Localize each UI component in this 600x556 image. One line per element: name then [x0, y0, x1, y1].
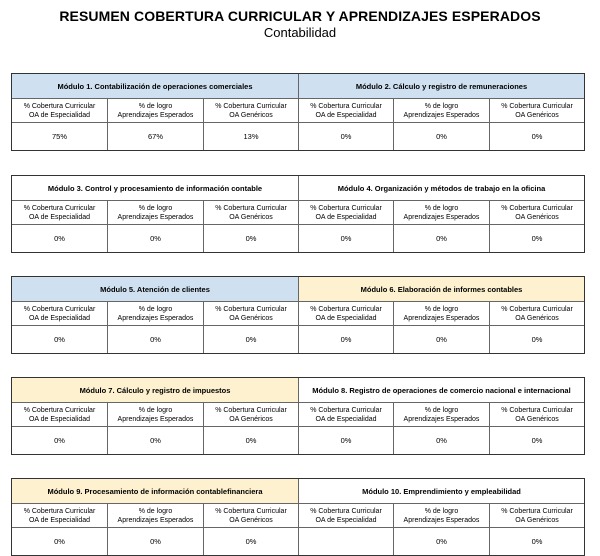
column-header: % de logro Aprendizajes Esperados	[394, 201, 490, 225]
column-header: % Cobertura Curricular OA Genéricos	[204, 99, 299, 123]
column-header: % de logro Aprendizajes Esperados	[394, 504, 490, 528]
column-header: % Cobertura Curricular OA de Especialidad	[12, 99, 108, 123]
module-title: Módulo 3. Control y procesamiento de información contable	[12, 176, 299, 201]
column-header: % Cobertura Curricular OA Genéricos	[490, 504, 584, 528]
value-cell: 67%	[108, 123, 204, 150]
value-cell: 0%	[531, 234, 543, 243]
column-header: % de logro Aprendizajes Esperados	[108, 504, 204, 528]
module-row	[11, 478, 585, 556]
value-cell: 75%	[12, 123, 108, 150]
value-cell: 0%	[394, 427, 490, 454]
value-cell: 0%	[531, 132, 543, 141]
value-cell: 0%	[12, 427, 108, 454]
module-title: Módulo 10. Emprendimiento y empleabilidad	[299, 479, 584, 504]
value-cell: 0%	[299, 225, 394, 252]
value-cell: 0%	[204, 225, 299, 252]
value-cell: 0%	[204, 326, 299, 353]
column-header: % Cobertura Curricular OA Genéricos	[490, 302, 584, 326]
page-subtitle: Contabilidad	[263, 25, 337, 40]
column-header: % Cobertura Curricular OA Genéricos	[490, 403, 584, 427]
value-cell: 0%	[531, 537, 543, 546]
module-title: Módulo 7. Cálculo y registro de impuestos	[12, 378, 299, 403]
column-header: % Cobertura Curricular OA de Especialidad	[12, 504, 108, 528]
column-header: % Cobertura Curricular OA de Especialidad	[299, 504, 394, 528]
column-header: % de logro Aprendizajes Esperados	[394, 99, 490, 123]
column-header: % de logro Aprendizajes Esperados	[108, 201, 204, 225]
value-cell: 0%	[12, 225, 108, 252]
column-header: % de logro Aprendizajes Esperados	[108, 99, 204, 123]
value-cell: 0%	[394, 123, 490, 150]
column-header: % Cobertura Curricular OA de Especialidad	[299, 302, 394, 326]
value-cell: 0%	[204, 427, 299, 454]
column-header: % Cobertura Curricular OA de Especialidad	[299, 201, 394, 225]
column-header: % Cobertura Curricular OA Genéricos	[204, 201, 299, 225]
module-title: Módulo 1. Contabilización de operaciones comerciales	[12, 74, 299, 99]
value-cell: 0%	[108, 528, 204, 555]
value-cell: 0%	[299, 123, 394, 150]
value-cell: 0%	[108, 225, 204, 252]
value-cell: 0%	[204, 528, 299, 555]
value-cell: 0%	[394, 528, 490, 555]
module-row	[11, 73, 585, 151]
value-cell	[299, 528, 394, 555]
column-header: % Cobertura Curricular OA de Especialidad	[299, 403, 394, 427]
page-title: RESUMEN COBERTURA CURRICULAR Y APRENDIZAJES ESPERADOS	[59, 8, 541, 24]
module-row	[11, 377, 585, 455]
column-header: % Cobertura Curricular OA de Especialidad	[12, 201, 108, 225]
value-cell: 0%	[299, 326, 394, 353]
column-header: % Cobertura Curricular OA Genéricos	[204, 302, 299, 326]
value-cell: 0%	[108, 427, 204, 454]
module-title: Módulo 6. Elaboración de informes contables	[299, 277, 584, 302]
column-header: % Cobertura Curricular OA de Especialidad	[12, 403, 108, 427]
column-header: % Cobertura Curricular OA Genéricos	[204, 403, 299, 427]
module-row	[11, 175, 585, 253]
column-header: % de logro Aprendizajes Esperados	[394, 302, 490, 326]
module-title: Módulo 9. Procesamiento de información contablefinanciera	[12, 479, 299, 504]
value-cell: 0%	[108, 326, 204, 353]
module-title: Módulo 5. Atención de clientes	[12, 277, 299, 302]
column-header: % Cobertura Curricular OA Genéricos	[204, 504, 299, 528]
value-cell: 0%	[12, 326, 108, 353]
module-row	[11, 276, 585, 354]
column-header: % de logro Aprendizajes Esperados	[394, 403, 490, 427]
value-cell: 0%	[12, 528, 108, 555]
value-cell: 0%	[299, 427, 394, 454]
column-header: % Cobertura Curricular OA Genéricos	[490, 201, 584, 225]
module-title: Módulo 2. Cálculo y registro de remuneraciones	[299, 74, 584, 99]
value-cell: 0%	[394, 225, 490, 252]
module-title: Módulo 4. Organización y métodos de trabajo en la oficina	[299, 176, 584, 201]
value-cell: 0%	[394, 326, 490, 353]
column-header: % de logro Aprendizajes Esperados	[108, 403, 204, 427]
value-cell: 0%	[531, 436, 543, 445]
value-cell: 0%	[531, 335, 543, 344]
value-cell: 13%	[204, 123, 299, 150]
column-header: % Cobertura Curricular OA de Especialidad	[12, 302, 108, 326]
module-title: Módulo 8. Registro de operaciones de comercio nacional e internacional	[299, 378, 584, 403]
column-header: % Cobertura Curricular OA de Especialidad	[299, 99, 394, 123]
column-header: % Cobertura Curricular OA Genéricos	[490, 99, 584, 123]
column-header: % de logro Aprendizajes Esperados	[108, 302, 204, 326]
